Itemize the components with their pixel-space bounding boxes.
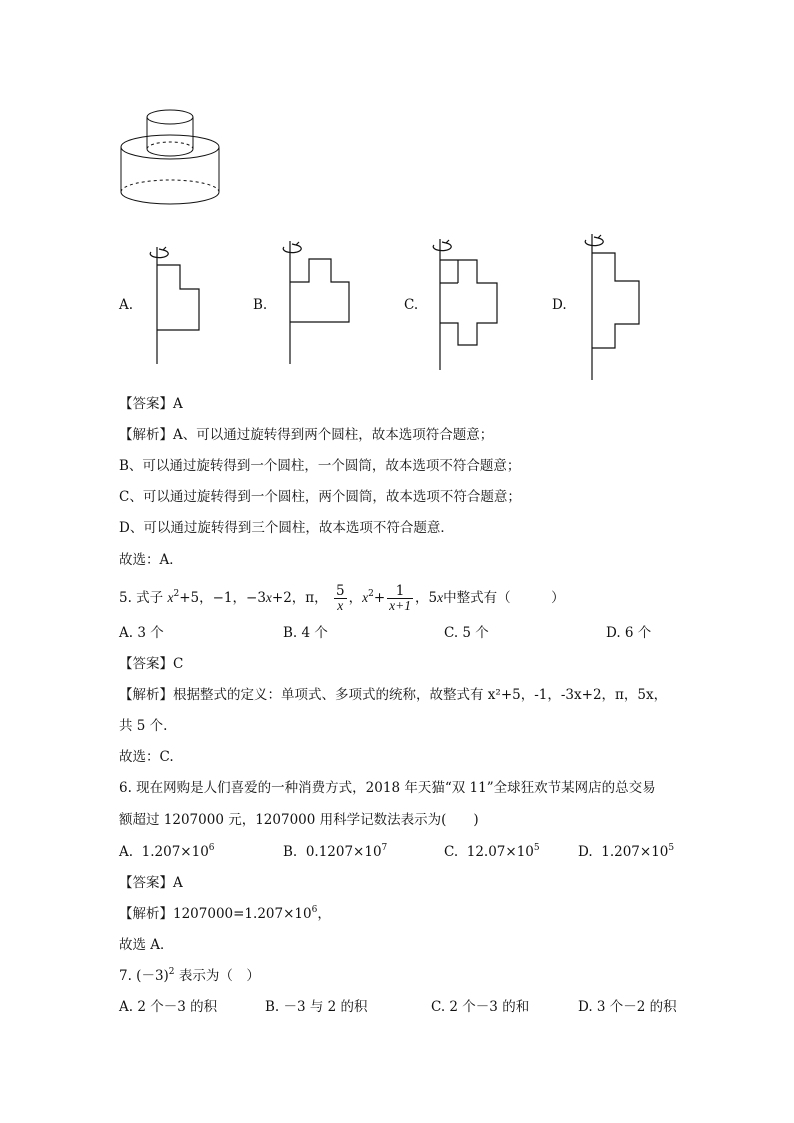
q4-analysis-a: 【解析】A、可以通过旋转得到两个圆柱，故本选项符合题意；	[119, 427, 494, 443]
figure-b	[283, 241, 349, 364]
q4-analysis-c: C、可以通过旋转得到一个圆柱，两个圆筒，故本选项不符合题意；	[119, 489, 521, 505]
q5-stem: 5. 式子 $x^2+5$，−1，−3x+2，π， $\frac{5}{x}$ ，$x^2+$ $\frac{1}{x+1}$ ，5x中整式有（ ）	[119, 583, 565, 613]
q5-option-b: B. 4 个	[283, 625, 328, 641]
q5-option-d: D. 6 个	[606, 625, 652, 641]
q4-answer: 【答案】A	[119, 396, 183, 412]
figure-label-a: A.	[119, 297, 134, 313]
figure-a	[150, 247, 199, 364]
q6-conclusion: 故选 A．	[119, 937, 174, 953]
figure-d	[585, 234, 639, 380]
q5-analysis-2: 共 5 个.	[119, 718, 168, 734]
q6-option-c: C. $12.07\times 10^5$	[444, 843, 540, 860]
q4-conclusion: 故选：A．	[119, 552, 183, 568]
q6-stem-2: 额超过 1207000 元，1207000 用科学记数法表示为( )	[119, 812, 479, 828]
q6-stem-1: 6. 现在网购是人们喜爱的一种消费方式，2018 年天猫“双 11”全球狂欢节某网店的总交易	[119, 780, 656, 796]
q7-option-d: D. 3 个－2 的积	[578, 999, 677, 1015]
q5-answer: 【答案】C	[119, 656, 184, 672]
q5-analysis: 【解析】根据整式的定义：单项式、多项式的统称，故整式有 x²+5，-1，-3x+2，π，5x，	[119, 687, 668, 703]
q5-option-c: C. 5 个	[444, 625, 489, 641]
q7-option-a: A. 2 个－3 的积	[119, 999, 218, 1015]
q5-conclusion: 故选：C.	[119, 749, 174, 765]
q6-answer: 【答案】A	[119, 875, 183, 891]
q7-option-b: B. －3 与 2 的积	[265, 999, 368, 1015]
q4-analysis-b: B、可以通过旋转得到一个圆柱，一个圆筒，故本选项不符合题意；	[119, 458, 521, 474]
figure-label-c: C.	[404, 297, 419, 313]
q6-option-d: D. $1.207\times 10^5$	[578, 843, 675, 860]
q6-option-b: B. $0.1207\times 10^7$	[283, 843, 388, 860]
figure-label-b: B.	[253, 297, 268, 313]
figure-c	[433, 239, 497, 370]
q5-option-a: A. 3 个	[119, 625, 164, 641]
q7-stem: 7. $(-3)^2$ 表示为（ ）	[119, 967, 260, 984]
q4-analysis-d: D、可以通过旋转得到三个圆柱，故本选项不符合题意．	[119, 520, 454, 536]
q6-analysis: 【解析】$1207000=1.207\times 10^6$，	[119, 905, 331, 922]
figure-label-d: D.	[552, 297, 567, 313]
q6-option-a: A. $1.207\times 10^6$	[119, 843, 215, 860]
q7-option-c: C. 2 个－3 的和	[431, 999, 530, 1015]
